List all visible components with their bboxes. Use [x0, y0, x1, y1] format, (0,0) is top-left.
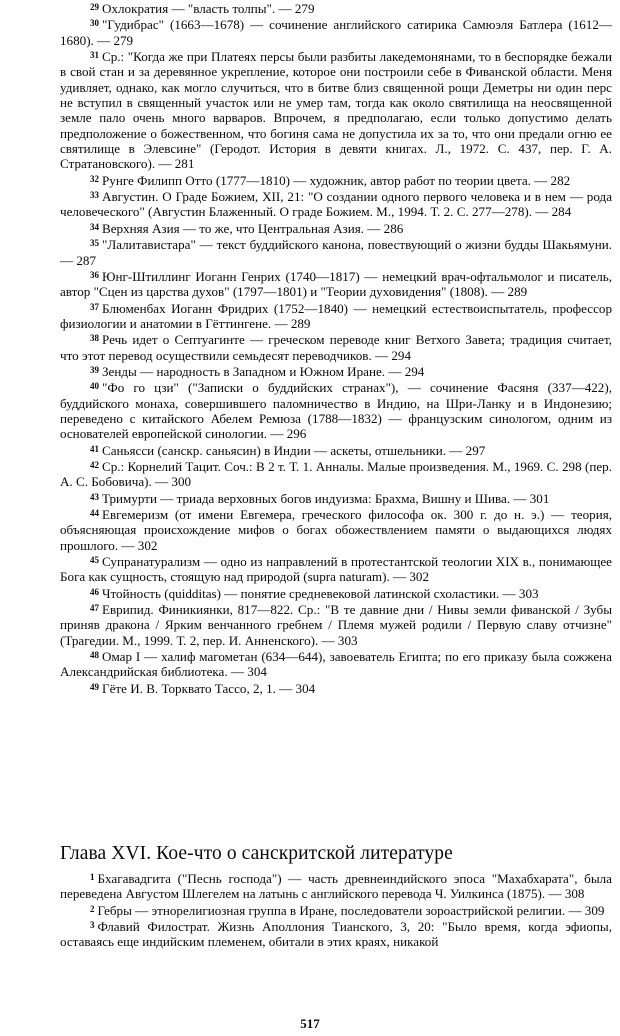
footnote-text: Евгемеризм (от имени Евгемера, греческого философа ок. 300 г. до н. э.) — теория, объясняющая происхождение мифов о богах обожествлением памяти о выдающихся людях прошлого. — 302 — [60, 507, 612, 553]
footnote-text: Чтойность (quidditas) — понятие средневековой латинской схоластики. — 303 — [102, 585, 539, 601]
page-number: 517 — [300, 1016, 320, 1031]
footnote-text: Флавий Филострат. Жизнь Аполлония Тианского, 3, 20: "Было время, когда эфиопы, оставаясь еще индийским племенем, обитали в этих краях, никакой — [60, 919, 612, 950]
footnote-text: Зенды — народность в Западном и Южном Иране. — 294 — [102, 363, 425, 379]
footnote-text: Ср.: "Когда же при Платеях персы были разбиты лакедемонянами, то в беспорядке бежали в свой стан и за деревянное укрепление, которое они построили себе в Фиванской области. Меня удивляет, однако, как могло случиться, что в битве близ священной рощи Деметры ни один перс не вступил в священный участок или не умер там, тогда как около святилища на неосвященной земле пало очень много варваров. Впрочем, я предполагаю, если только допустимо делать предположение о божественном, что богиня сама не допустила их за то, что они предали огню ее святилище в Элевсине" (Геродот. История в девяти книгах. Л., 1972. С. 437, пер. Г. А. Стратановского). — 281 — [60, 49, 612, 172]
footnote-text: Еврипид. Финикиянки, 817—822. Ср.: "В те давние дни / Нивы земли фиванской / Зубы приняв дракона / Ярким венчанного гребнем / Племя мужей родили / Первую славу отчизне" (Трагедии. М., 1999. Т. 2, пер. И. Анненского). — 303 — [60, 602, 612, 648]
footnote-number: 42 — [90, 459, 99, 470]
footnote-text: Гёте И. В. Торквато Тассо, 2, 1. — 304 — [102, 680, 316, 696]
footnote-number: 41 — [90, 443, 99, 454]
footnote — [60, 331, 612, 363]
footnote-number: 32 — [90, 173, 99, 184]
footnote-number: 48 — [90, 650, 99, 661]
footnote — [60, 553, 612, 585]
footnote — [60, 648, 612, 680]
footnote-text: Супранатурализм — одно из направлений в протестантской теологии XIX в., понимающее Бога как сущность, стоящую над природой (supra naturam). — 302 — [60, 554, 612, 585]
footnote-number: 39 — [90, 364, 99, 375]
footnote — [60, 0, 612, 16]
footnote — [60, 268, 612, 300]
footnote-number: 37 — [90, 301, 99, 312]
footnote — [60, 585, 612, 601]
footnote — [60, 188, 612, 220]
footnote — [60, 458, 612, 490]
footnote-text: Омар I — халиф магометан (634—644), завоеватель Египта; по его приказу была сожжена Александрийская библиотека. — 304 — [60, 649, 612, 680]
footnote-text: "Лалитавистара" — текст буддийского канона, повествующий о жизни будды Шакьямуни. — 287 — [60, 237, 612, 268]
footnote-text: Юнг-Штиллинг Иоганн Генрих (1740—1817) — немецкий врач-офтальмолог и писатель, автор "Сцен из царства духов" (1797—1801) и "Теории духовидения" (1808). — 289 — [60, 268, 612, 300]
footnote-text: Бхагавадгита ("Песнь господа") — часть древнеиндийского эпоса "Махабхарата", была переведена Августом Шлегелем на латынь с английского перевода Ч. Уилкинса (1875). — 308 — [60, 871, 612, 902]
footnote-text: Охлократия — "власть толпы". — 279 — [102, 1, 315, 16]
footnote-number: 44 — [90, 508, 99, 518]
footnote-number: 36 — [90, 269, 99, 280]
footnote-text: Верхняя Азия — то же, что Центральная Азия. — 286 — [102, 220, 404, 236]
notes-list-chapter-xvi — [60, 870, 612, 950]
footnote-number: 46 — [90, 586, 99, 597]
footnote — [60, 680, 612, 696]
footnote — [60, 442, 612, 458]
footnote — [60, 601, 612, 648]
footnote-number: 31 — [90, 50, 99, 61]
notes-list-chapter-xv — [60, 0, 612, 696]
footnote-text: "Фо го цзи" ("Записки о буддийских странах"), — сочинение Фасяня (337—422), буддийского монаха, совершившего паломничество в Индию, на Шри-Ланку и в Индонезию; переведено с китайского Абелем Ремюза (1788—1832) — французским синологом, одним из основателей европейской синологии. — 296 — [60, 380, 612, 442]
footnote-text: Речь идет о Септуагинте — греческом переводе книг Ветхого Завета; традиция считает, что этот перевод осуществили семьдесят переводчиков. — 294 — [60, 332, 612, 363]
footnote-text: Саньясси (санскр. саньясин) в Индии — аскеты, отшельники. — 297 — [102, 442, 486, 458]
footnote — [60, 48, 612, 172]
footnote-number: 40 — [90, 381, 99, 392]
footnote-text: Рунге Филипп Отто (1777—1810) — художник, автор работ по теории цвета. — 282 — [102, 172, 571, 188]
footnote-number: 3 — [90, 920, 95, 931]
footnote — [60, 172, 612, 188]
footnote — [60, 870, 612, 902]
footnote-number: 49 — [90, 681, 99, 692]
footnote-text: Тримурти — триада верховных богов индуизма: Брахма, Вишну и Шива. — 301 — [102, 490, 550, 506]
footnote — [60, 490, 612, 506]
footnote — [60, 918, 612, 950]
footnote-number: 1 — [90, 872, 95, 882]
footnote — [60, 363, 612, 379]
footnote-number: 33 — [90, 190, 99, 201]
footnote — [60, 506, 612, 553]
chapter-heading: Глава XVI. Кое-что о санскритской литературе — [60, 843, 453, 864]
footnote — [60, 379, 612, 441]
footnote — [60, 220, 612, 236]
footnote — [60, 902, 612, 918]
footnote-number: 2 — [90, 903, 95, 914]
footnote-text: Гебры — этнорелигиозная группа в Иране, последователи зороастрийской религии. — 309 — [97, 902, 605, 918]
footnote — [60, 300, 612, 332]
footnote — [60, 236, 612, 268]
footnote-number: 30 — [90, 18, 99, 29]
footnote — [60, 16, 612, 48]
footnote-number: 43 — [90, 491, 99, 502]
footnote-number: 47 — [90, 603, 99, 614]
footnote-number: 34 — [90, 221, 99, 232]
footnote-text: Блюменбах Иоганн Фридрих (1752—1840) — немецкий естествоиспытатель, профессор физиологии и анатомии в Гёттингене. — 289 — [60, 300, 612, 331]
footnote-number: 29 — [90, 2, 99, 12]
footnote-number: 35 — [90, 238, 99, 249]
footnote-number: 45 — [90, 555, 99, 566]
footnote-text: Ср.: Корнелий Тацит. Соч.: В 2 т. Т. 1. Анналы. Малые произведения. М., 1969. С. 298 (пер. А. С. Бобовича). — 300 — [60, 458, 612, 490]
footnote-text: Августин. О Граде Божием, XII, 21: "О создании одного первого человека и в нем — рода человеческого" (Августин Блаженный. О граде Божием. М., 1994. Т. 2. С. 277—278). — 284 — [60, 189, 612, 220]
footnote-text: "Гудибрас" (1663—1678) — сочинение английского сатирика Самюэля Батлера (1612—1680). — 279 — [60, 17, 612, 48]
footnote-number: 38 — [90, 333, 99, 344]
